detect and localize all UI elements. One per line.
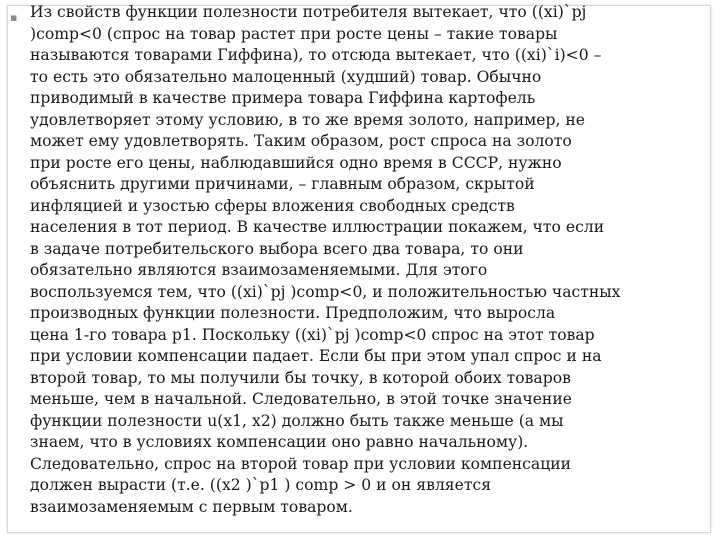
text-line: меньше, чем в начальной. Следовательно, в этой точке значение <box>30 390 572 408</box>
text-line: производных функции полезности. Предположим, что выросла <box>30 304 556 322</box>
text-line: цена 1-го товара p1. Поскольку ((xi)`pj )comp<0 спрос на этот товар <box>30 325 595 344</box>
text-line: обязательно являются взаимозаменяемыми. Для этого <box>30 261 488 279</box>
text-line: приводимый в качестве примера товара Гиффина картофель <box>30 89 536 107</box>
text-line: то есть это обязательно малоценный (худший) товар. Обычно <box>30 67 542 86</box>
text-line: должен вырасти (т.е. ((x2 )`p1 ) comp > 0 и он является <box>30 476 492 494</box>
text-line: инфляцией и узостью сферы вложения свободных средств <box>30 196 515 215</box>
text-line: воспользуемся тем, что ((xi)`pj )comp<0, и положительностью частных <box>30 282 621 301</box>
text-line: Из свойств функции полезности потребителя вытекает, что ((xi)`pj <box>30 3 587 21</box>
body-paragraph <box>30 2 710 518</box>
text-line: в задаче потребительского выбора всего два товара, то они <box>30 239 524 258</box>
text-line: при росте его цены, наблюдавшийся одно время в СССР, нужно <box>30 153 562 172</box>
text-line: объяснить другими причинами, – главным образом, скрытой <box>30 175 535 193</box>
text-line: при условии компенсации падает. Если бы при этом упал спрос и на <box>30 347 602 365</box>
text-line: второй товар, то мы получили бы точку, в которой обоих товаров <box>30 368 571 387</box>
text-line: населения в тот период. В качестве иллюстрации покажем, что если <box>30 218 605 236</box>
text-line: взаимозаменяемым с первым товаром. <box>30 497 353 516</box>
text-line: называются товарами Гиффина), то отсюда вытекает, что ((xi)`i)<0 – <box>30 46 602 64</box>
text-line: удовлетворяет этому условию, в то же время золото, например, не <box>30 110 585 129</box>
text-line: функции полезности u(x1, x2) должно быть также меньше (а мы <box>30 411 564 430</box>
text-line: )comp<0 (спрос на товар растет при росте цены – такие товары <box>30 24 558 43</box>
text-line: Следовательно, спрос на второй товар при условии компенсации <box>30 454 572 473</box>
text-line: может ему удовлетворять. Таким образом, рост спроса на золото <box>30 132 572 150</box>
bullet-icon: ▪ <box>10 11 18 24</box>
text-line: знаем, что в условиях компенсации оно равно начальному). <box>30 433 529 451</box>
